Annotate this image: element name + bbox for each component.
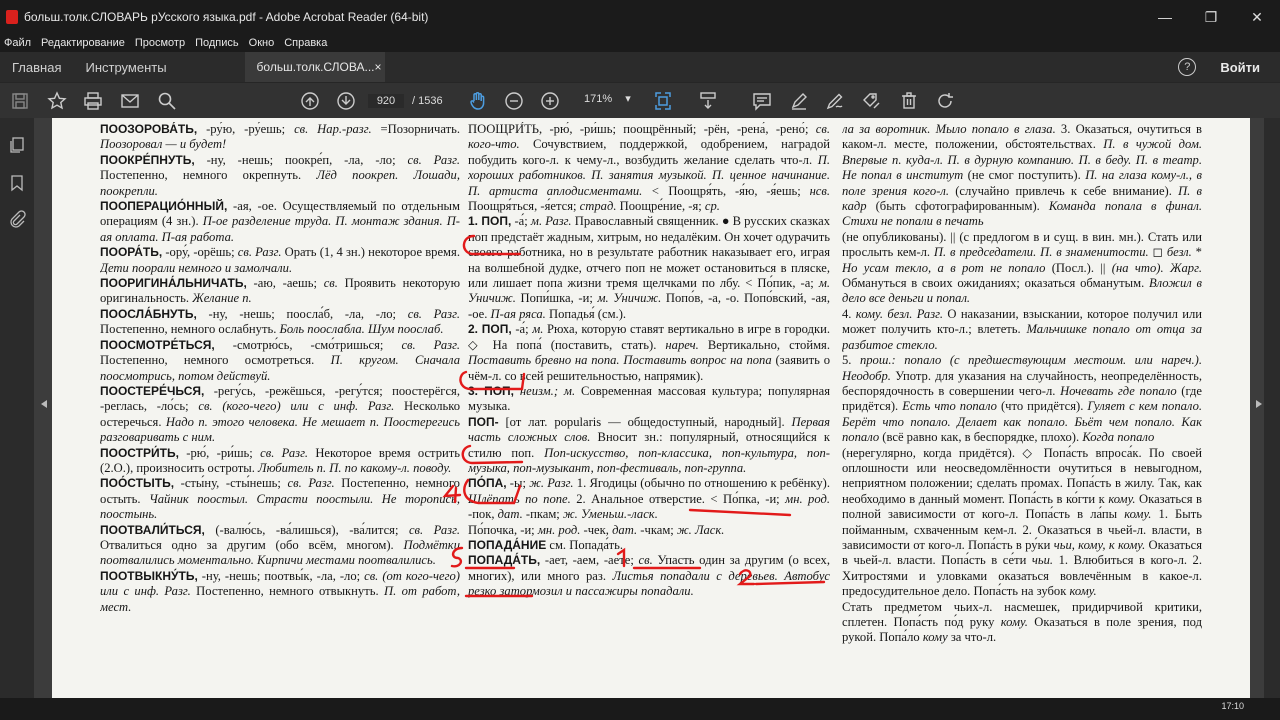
entry-text: -ы; <box>506 476 530 491</box>
entry-text: -смотрю́сь, -смо́тришься; <box>214 337 402 352</box>
dictionary-entry <box>468 523 830 538</box>
entry-text: 1. Влюбиться в кого-л. 2. Хитростями и уловками оказаться вовлечённым в какое-л. предосудительное дело. Попа́сть на зубок <box>842 553 1202 599</box>
entry-italic-text: м. <box>532 322 544 337</box>
column-3 <box>842 122 1202 698</box>
title-bar <box>0 0 1280 34</box>
menu-help[interactable]: Справка <box>284 37 328 49</box>
dictionary-entry <box>468 553 830 599</box>
page-number-input[interactable]: 920 <box>368 94 404 108</box>
entry-text: -ору́, -орёшь; <box>162 245 238 260</box>
entry-italic-text: Поставить бревно на попа. Поставить вопрос на попа <box>468 353 772 368</box>
chevron-down-icon: ▾ <box>625 93 631 105</box>
entry-italic-text: нсв. <box>809 183 830 198</box>
tab-tools[interactable]: Инструменты <box>85 59 167 75</box>
entry-italic-text: Ночевать где попало <box>1060 383 1177 398</box>
entry-headword: ПООЗОРОВА́ТЬ, <box>100 122 198 136</box>
entry-text: -рю́, -ри́шь; <box>178 445 261 460</box>
entry-text: Попи́шка, -и; <box>515 291 598 306</box>
entry-italic-text: Первая часть сложных слов. <box>468 414 830 445</box>
tab-close-icon[interactable]: × <box>374 60 382 74</box>
entry-italic-text: св. Разг. <box>260 445 308 460</box>
entry-text: Некоторое время острить (2.О.), произносить остроты. <box>100 445 460 475</box>
entry-text: 1. Быть пойманным, схваченным кем-л. 2. Оказаться в чьей-л. власти, в зависимости от кого-л. Попа́сть в ру́ки <box>842 507 1202 552</box>
entry-italic-text: св. Разг. <box>408 522 460 537</box>
attachments-panel-icon[interactable] <box>8 210 26 228</box>
entry-headword: ПООСТРИ́ТЬ, <box>100 445 179 460</box>
print-icon[interactable] <box>80 83 106 119</box>
entry-text: Употр. для указания на случайность, неопределённость, беспорядочность в совершении чего-л. <box>842 368 1202 398</box>
entry-text: -ает, -аем, -аете; <box>540 553 639 568</box>
bookmarks-panel-icon[interactable] <box>8 174 26 192</box>
email-icon[interactable] <box>117 83 143 119</box>
entry-italic-text: Дети поорали немного и замолчали. <box>100 260 293 275</box>
entry-text: Стать предметом чьих-л. насмешек, придирчивой критики, сплетен. Попа́сть по́д руку <box>842 599 1202 629</box>
column-2 <box>468 122 830 698</box>
entry-text: Вертикально, стоймя. <box>698 337 830 352</box>
entry-text: [от лат. popularis — общедоступный, народный]. <box>498 414 792 429</box>
entry-italic-text: Но усам текло, а в рот не попало <box>842 260 1046 275</box>
entry-text: -аю, -аешь; <box>246 276 324 291</box>
entry-italic-text: чьи. <box>1031 553 1054 568</box>
dictionary-entry <box>100 153 460 199</box>
entry-text: 1. Ягодицы (обычно по отношению к ребёнку). <box>573 476 830 491</box>
entry-headword: ПОПАДА́НИЕ <box>468 537 547 552</box>
entry-text: Поощря́ть, -я́ю, -я́ешь; <box>659 183 810 198</box>
draw-icon[interactable] <box>822 83 848 119</box>
page-total: / 1536 <box>412 95 443 107</box>
entry-text: ПООЩРИ́ТЬ, -рю́, -ри́шь; поощрённый; -рён, -рена́, -рено́; <box>468 122 816 136</box>
entry-italic-text: м. Уничиж. <box>597 291 662 306</box>
hand-tool-icon[interactable] <box>465 83 491 119</box>
entry-text: Обмануться в своих ожиданиях; оказаться обманутым. <box>842 276 1149 291</box>
tab-bar <box>0 52 1280 82</box>
dictionary-entry <box>100 199 460 245</box>
entry-text: -ая, -ое. Осуществляемый по отдельным операциям (4 зн.). <box>100 199 460 229</box>
entry-italic-text: Команда попала в финал. Стихи не попали в печать <box>842 199 1202 229</box>
entry-text: 2. Анальное отверстие. < По́пка, -и; <box>570 491 786 506</box>
entry-italic-text: страд. <box>579 199 617 214</box>
next-page-icon[interactable] <box>333 83 359 119</box>
entry-italic-text: безл. <box>1166 245 1192 260</box>
entry-italic-text: дат. <box>497 507 523 522</box>
help-icon[interactable]: ? <box>1178 58 1196 76</box>
entry-text: ◻ <box>1148 245 1167 260</box>
entry-headword: ПООТВАЛИ́ТЬСЯ, <box>100 522 205 537</box>
bookmark-star-icon[interactable] <box>44 83 70 119</box>
dictionary-entry <box>100 476 460 522</box>
entry-italic-text: Боль поослабла. Шум поослаб. <box>279 322 444 337</box>
collapse-left-panel-icon[interactable] <box>41 400 47 408</box>
entry-headword: ПОПАДА́ТЬ, <box>468 553 541 568</box>
rotate-icon[interactable] <box>932 83 958 119</box>
entry-text: (не опубликованы). || (с предлогом в и сущ. в вин. мн.). Стать или прослыть кем-л. <box>842 229 1202 260</box>
entry-text: -ну, -нешь; поотвы́к, -ла, -ло; <box>197 568 365 583</box>
dictionary-entry <box>468 122 830 214</box>
entry-text: (Посл.). || <box>1045 260 1112 275</box>
entry-italic-text: св. Разг. <box>401 337 460 352</box>
entry-italic-text: кому. <box>1124 507 1152 522</box>
entry-text: -чек, <box>580 522 613 537</box>
entry-italic-text: П. на глаза кому-л., в поле зрения кого-л. <box>842 168 1202 198</box>
entry-italic-text: П. в председатели. П. в знаменитости. <box>933 245 1149 260</box>
entry-italic-text: кому. <box>1108 491 1136 506</box>
entry-text: Оказаться в чьей-л. власти. Попа́сть в се́ти <box>842 537 1202 568</box>
save-icon[interactable] <box>7 83 33 119</box>
entry-italic-text: Листья попадали с деревьев. Автобус резко затормозил и пассажиры попадали. <box>468 568 830 599</box>
entry-italic-text: Вложил в дело все деньги и попал. <box>842 276 1202 306</box>
scroll-mode-icon[interactable] <box>695 83 721 119</box>
prev-page-icon[interactable] <box>297 83 323 119</box>
entry-italic-text: Лёд поокреп. Лошади, поокрепли. <box>100 168 460 198</box>
entry-text: Проявить некоторую оригинальность. <box>100 276 460 306</box>
entry-italic-text: П. в чужой дом. Впервые п. куда-л. П. в дурную компанию. П. в беду. П. в театр. Не попал в институт <box>842 137 1202 183</box>
entry-italic-text: св. <box>323 276 338 291</box>
dictionary-entry <box>842 600 1202 646</box>
minimize-button[interactable]: — <box>1158 9 1172 25</box>
delete-icon[interactable] <box>896 83 922 119</box>
column-1 <box>100 122 460 698</box>
entry-text: Рюха, которую ставят вертикально в игре в городки. ◇ На попа́ (поставить, стать). <box>468 322 830 352</box>
entry-italic-text: нареч. <box>665 337 699 352</box>
menu-file[interactable]: Файл <box>4 37 32 49</box>
entry-text: -пкам; <box>522 507 563 522</box>
dictionary-entry <box>100 446 460 477</box>
entry-headword: ПООСЛА́БНУТЬ, <box>100 306 197 321</box>
pages-panel-icon[interactable] <box>8 136 26 154</box>
right-panel-rail <box>1264 118 1280 720</box>
menu-window[interactable]: Окно <box>248 37 275 49</box>
entry-italic-text: кому. безл. Разг. <box>855 306 944 321</box>
menu-bar <box>0 34 1280 52</box>
entry-headword: 1. ПОП, <box>468 214 512 229</box>
entry-italic-text: Желание п. <box>192 291 252 306</box>
window-title: больш.толк.СЛОВАРЬ рУсского языка.pdf - Adobe Acrobat Reader (64-bit) <box>24 10 429 24</box>
highlight-pen-icon[interactable] <box>786 83 812 119</box>
entry-text: Попо́в, -а, -о. Попо́вский, -ая, -ое. <box>468 291 830 321</box>
entry-italic-text: св. Разг. <box>237 245 282 260</box>
menu-edit[interactable]: Редактирование <box>41 37 125 49</box>
fit-page-icon[interactable] <box>650 83 676 119</box>
entry-italic-text: Мальчишке попало от отца за разбитое стекло. <box>842 322 1202 352</box>
entry-text: (-валю́сь, -ва́лишься), -ва́лится; <box>204 522 409 537</box>
search-icon[interactable] <box>154 83 180 119</box>
entry-italic-text: ж. Разг. <box>529 476 574 491</box>
entry-text: -ну, -нешь; поосла́б, -ла, -ло; <box>196 306 408 321</box>
tab-document[interactable] <box>245 52 385 82</box>
entry-text: Поощря́ться, -я́ется; <box>468 199 580 214</box>
entry-text: см. Попада́ть. <box>546 537 624 552</box>
entry-text: 3. Оказаться, очутиться в каком-л. месте, положении, обстоятельствах. <box>842 122 1202 152</box>
edit-text-icon[interactable] <box>859 83 885 119</box>
entry-italic-text: П-ая ряса. <box>490 306 546 321</box>
left-panel-rail <box>0 118 34 720</box>
entry-text: (заявить о чём-л. со всей решительностью, напрямик). <box>468 353 830 383</box>
entry-italic-text: св. Разг. <box>287 476 335 491</box>
tab-document-label: больш.толк.СЛОВА... <box>256 60 375 74</box>
entry-italic-text: мн. род. <box>785 491 830 506</box>
entry-italic-text: Когда попало <box>1082 430 1155 445</box>
system-clock: 17:10 <box>1221 701 1244 711</box>
menu-sign[interactable]: Подпись <box>195 37 239 49</box>
zoom-level: 171% <box>584 93 613 105</box>
dictionary-entry <box>100 384 460 446</box>
dictionary-entry <box>842 230 1202 307</box>
dictionary-entry <box>100 245 460 276</box>
entry-italic-text: м. Уничиж. <box>468 276 830 306</box>
entry-text: О наказании, взыскании, которое получил или может получить кто-л.; влететь. <box>842 306 1202 337</box>
dictionary-entry <box>100 307 460 338</box>
entry-italic-text: ла за воротник. Мыло попало в глаза. <box>842 122 1056 136</box>
dictionary-entry <box>468 538 830 553</box>
entry-italic-text: П. в кадр <box>842 183 1202 214</box>
entry-headword: ПООРА́ТЬ, <box>100 245 163 260</box>
dictionary-entry <box>842 307 1202 353</box>
zoom-level-select[interactable] <box>584 92 631 105</box>
entry-text: Православный священник. ● В русских сказках поп предстаёт жадным, хитрым, но недалёким. Он хочет одурачить своего работника, но в результате работник наказывает его, играя на волшебной дудке, отчего поп не может остановиться в пляске, или лишает попа жизни тремя щелчками по лбу. < По́пик, -а; <box>468 214 830 291</box>
entry-italic-text: Поозоровал — и будет! <box>100 137 227 152</box>
entry-headword: ПООСТЕРЕ́ЧЬСЯ, <box>100 383 205 398</box>
entry-italic-text: неизм.; м. <box>519 383 576 398</box>
entry-italic-text: кому. <box>1069 584 1097 599</box>
entry-italic-text: Гуляет с кем попало. Берёт что попало. Делает как попало. Бьёт чем попало. Как попало <box>842 399 1202 445</box>
entry-text: Сочувствием, поддержкой, одобрением, наградой побудить кого-л. к чему-л., возбудить желание сделать что-л. <box>468 137 830 167</box>
close-window-button[interactable]: ✕ <box>1251 8 1263 25</box>
entry-text: -регу́сь, -режёшься, -регу́тся; поостерёгся, -реглась, -ло́сь; <box>100 383 460 414</box>
entry-text: По́почка, -и; <box>468 522 538 537</box>
entry-text: Постепенно, немного остыть. <box>100 476 460 506</box>
entry-italic-text: св. Разг. <box>407 306 460 321</box>
entry-text: Постепенно, немного ослабнуть. <box>100 322 280 337</box>
entry-italic-text: Подмётки поотвалились моментально. Кирпичи местами поотвалились. <box>100 537 460 568</box>
entry-italic-text: Любитель п. П. по какому-л. поводу. <box>258 460 452 475</box>
dictionary-entry <box>468 415 830 477</box>
entry-headword: ПООТВЫКНУ́ТЬ, <box>100 568 198 583</box>
dictionary-entry <box>468 476 830 522</box>
tab-home[interactable]: Главная <box>12 59 62 75</box>
entry-text: Оказаться в поле зрения, под рукой. Попа́ло <box>842 615 1202 645</box>
menu-view[interactable]: Просмотр <box>134 37 186 49</box>
zoom-out-icon[interactable] <box>501 83 527 119</box>
entry-text: Попадья́ (см.). <box>545 306 627 321</box>
entry-text: Оказаться в полной зависимости от кого-л. Попа́сть в ла́пы <box>842 491 1202 522</box>
entry-italic-text: кому. <box>1000 615 1028 629</box>
entry-italic-text: мн. род. <box>537 522 581 537</box>
entry-text: (всё равно как, в беспорядке, плохо). <box>879 430 1083 445</box>
entry-text: -пок, <box>468 507 498 522</box>
entry-italic-text: м. Разг. <box>530 214 572 229</box>
entry-headword: ПОО́СТЫТЬ, <box>100 476 175 491</box>
pdf-page <box>52 118 1250 698</box>
entry-headword: ПООПЕРАЦИО́ННЫЙ, <box>100 199 228 214</box>
entry-text: -ру́ю, -ру́ешь; <box>197 122 295 136</box>
entry-text: Постепенно, немного отвыкнуть. <box>190 584 384 599</box>
entry-text: -сты́ну, -сты́нешь; <box>174 476 288 491</box>
entry-text: Орать (1, 4 зн.) некоторое время. <box>281 245 460 260</box>
dictionary-entry <box>100 276 460 307</box>
dictionary-entry <box>100 523 460 569</box>
entry-italic-text: св. <box>638 553 653 568</box>
entry-headword: ПОП- <box>468 414 499 429</box>
entry-text: Вносит зн.: популярный, относящийся к стилю поп. <box>468 430 830 460</box>
entry-text: * <box>1191 245 1202 260</box>
entry-italic-text: Поп-искусство, поп-классика, поп-культура, поп-музыка, поп-музыкант, поп-фестиваль, поп-группа. <box>468 445 830 475</box>
entry-italic-text: чьи, кому, к кому. <box>1053 537 1146 552</box>
entry-italic-text: св. (кого-чего) или с инф. Разг. <box>198 399 395 414</box>
entry-italic-text: П. кругом. Сначала поосмотрись, потом действуй. <box>100 353 460 383</box>
page-navigator <box>368 92 443 110</box>
entry-headword: 2. ПОП, <box>468 322 512 337</box>
entry-text: -ну, -нешь; поокре́п, -ла, -ло; <box>194 152 408 167</box>
entry-headword: ПО́ПА, <box>468 476 507 491</box>
entry-headword: ПООРИГИНА́ЛЬНИЧАТЬ, <box>100 276 247 291</box>
dictionary-entry <box>468 214 830 322</box>
entry-text: =Позорничать. <box>371 122 460 136</box>
acrobat-icon <box>6 10 18 24</box>
entry-italic-text: Чайник поостыл. Страсти поостыли. Не торопись, поостынь. <box>100 491 460 522</box>
entry-text: за что-л. <box>947 630 997 645</box>
dictionary-entry <box>468 384 830 415</box>
entry-italic-text: св. кого-что. <box>468 122 830 152</box>
entry-italic-text: П. от работ, мест. <box>100 584 460 614</box>
entry-headword: ПООСМОТРЕ́ТЬСЯ, <box>100 337 215 352</box>
entry-italic-text: П-ое разделение труда. П. монтаж здания. П-ая оплата. П-ая работа. <box>100 214 460 244</box>
entry-italic-text: ж. Ласк. <box>676 522 725 537</box>
dictionary-entry <box>100 338 460 384</box>
entry-italic-text: кому <box>922 630 948 645</box>
entry-text: (что придётся). <box>996 399 1088 414</box>
zoom-in-icon[interactable] <box>537 83 563 119</box>
entry-italic-text: дат. <box>612 522 638 537</box>
entry-headword: ПООКРЕ́ПНУТЬ, <box>100 152 195 167</box>
sign-in-button[interactable]: Войти <box>1220 59 1260 75</box>
taskbar <box>0 698 1280 720</box>
entry-text: Постепенно, немного осмотреться. <box>100 353 331 368</box>
dictionary-entry <box>842 353 1202 445</box>
toolbar <box>0 82 1280 118</box>
entry-italic-text: (на что). Жарг. <box>1111 260 1202 275</box>
dictionary-entry <box>100 122 460 153</box>
entry-text: (случайно привлечь к себе внимание). <box>949 183 1179 198</box>
entry-text: Отвалиться одно за другим (обо всём, многом). <box>100 537 404 552</box>
entry-text: Современная массовая культура; популярная музыка. <box>468 383 830 414</box>
dictionary-entry <box>842 122 1202 230</box>
entry-text: Постепенно, немного окрепнуть. <box>100 168 317 183</box>
entry-text: -чкам; <box>637 522 677 537</box>
entry-italic-text: ж. Уменьш.-ласк. <box>562 507 658 522</box>
entry-italic-text: св. Разг. <box>407 152 460 167</box>
comment-icon[interactable] <box>749 83 775 119</box>
entry-text: -а́; <box>511 214 531 229</box>
entry-text: Поощре́ние, -я; <box>616 199 705 214</box>
dictionary-entry <box>468 322 830 384</box>
entry-text: Упасть один за другим (о всех, многих), или много раз. <box>468 553 830 583</box>
entry-italic-text: Есть что попало <box>902 399 997 414</box>
entry-text: (быть сфотографированным). <box>866 199 1049 214</box>
entry-text: 4. <box>842 306 856 321</box>
entry-italic-text: ср. <box>704 199 720 214</box>
entry-italic-text: прош.: попало (с предшествующим местоим. или нареч.). Неодобр. <box>842 353 1202 383</box>
entry-italic-text: П. хороших работников. П. занятия музыкой. П. ценное начинание. П. артиста аплодисментами. < <box>468 152 830 198</box>
restore-button[interactable]: ❐ <box>1204 8 1218 25</box>
dictionary-entry <box>100 569 460 615</box>
entry-text: 5. <box>842 353 860 368</box>
entry-italic-text: Шлёпать по попе. <box>468 491 571 506</box>
entry-italic-text: св. Нар.-разг. <box>294 122 372 136</box>
entry-text: (нерегулярно, когда придётся). ◇ Попа́сть впроса́к. По своей оплошности или неосведомлённости очутиться в невыгодном, неприятном положении; сделать промах. Попа́сть в жилу. Так, как необходимо в данный момент. Попа́сть в ко́гти к <box>842 445 1202 506</box>
entry-italic-text: св. (от кого-чего) или с инф. Разг. <box>100 568 460 599</box>
expand-right-panel-icon[interactable] <box>1256 400 1262 408</box>
entry-text: -а́; <box>511 322 533 337</box>
entry-text: (не смог поступить). <box>963 168 1086 183</box>
entry-text: (где придётся). <box>842 383 1202 414</box>
dictionary-entry <box>842 446 1202 600</box>
entry-italic-text: Надо п. этого человека. Не мешает п. Поостерегись разговаривать с ним. <box>100 414 460 445</box>
entry-headword: 3. ПОП, <box>468 383 515 398</box>
entry-text: Несколько остеречься. <box>100 399 460 429</box>
